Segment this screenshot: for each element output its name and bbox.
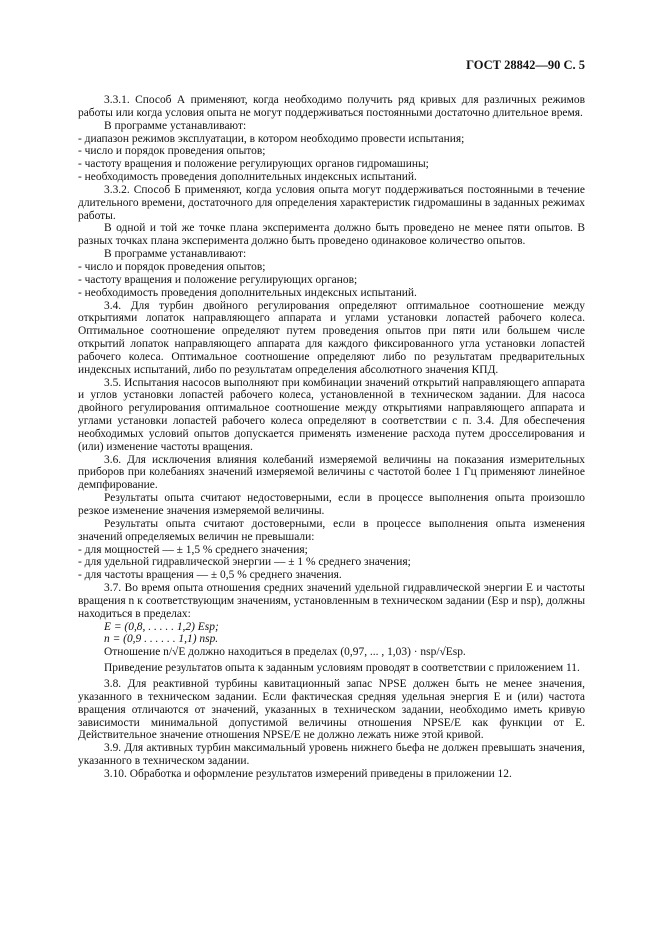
paragraph: Результаты опыта считают недостоверными, если в процессе выполнения опыта произошло резкое изменение значения измеряемой величины. (78, 492, 585, 517)
formula-n: n = (0,9 . . . . . . 1,1) nsp. (104, 633, 219, 646)
list-item: - необходимость проведения дополнительных индексных испытаний. (78, 171, 417, 184)
list-item: - частоту вращения и положение регулирующих органов; (78, 273, 358, 286)
paragraph-3-7: 3.7. Во время опыта отношения средних значений удельной гидравлической энергии E и частоты вращения n к соответствующим значениям, установленным в техническом задании (Esp и nsp), должны находиться в пределах: (78, 582, 585, 620)
list-item: - для удельной гидравлической энергии — ± 1 % среднего значения; (78, 556, 411, 569)
list-item: - для частоты вращения — ± 0,5 % среднего значения. (78, 569, 342, 582)
list-item: - для мощностей — ± 1,5 % среднего значения; (78, 543, 308, 556)
paragraph-3-8: 3.8. Для реактивной турбины кавитационный запас NPSE должен быть не менее значения, указанного в техническом задании. Если фактическая средняя удельная энергия E и (или) частота вращения отличаются от значений, указанных в техническом задании, необходимо иметь кривую зависимости минимальной допустимой величины отношения NPSE/E как функции от E. Действительное значение отношения NPSE/E не должно лежать ниже этой кривой. (78, 677, 585, 742)
list-item: - число и порядок проведения опытов; (78, 260, 266, 273)
list-item: - необходимость проведения дополнительных индексных испытаний. (78, 286, 417, 299)
paragraph-3-6: 3.6. Для исключения влияния колебаний измеряемой величины на показания измерительных приборов при колебаниях значений измеряемой величины с частотой более 1 Гц применяют линейное демпфирование. (78, 453, 585, 492)
paragraph: В программе устанавливают: (104, 119, 247, 132)
formula-e: E = (0,8, . . . . . 1,2) Esp; (104, 620, 219, 633)
paragraph-3-10: 3.10. Обработка и оформление результатов измерений приведены в приложении 12. (104, 767, 512, 780)
list-item: - число и порядок проведения опытов; (78, 145, 266, 158)
paragraph-3-3-1: 3.3.1. Способ А применяют, когда необходимо получить ряд кривых для различных режимов работы или когда условия опыта не могут поддерживаться постоянными достаточно длительное время. (78, 94, 585, 119)
paragraph: В одной и той же точке плана эксперимента должно быть проведено не менее пяти опытов. В разных точках плана эксперимента должно быть проведено одинаковое количество опытов. (78, 222, 585, 248)
paragraph-3-3-2: 3.3.2. Способ Б применяют, когда условия опыта могут поддерживаться постоянными в течение длительного времени, достаточного для определения характеристик гидромашины в заданных режимах работы. (78, 183, 585, 222)
list-item: - частоту вращения и положение регулирующих органов гидромашины; (78, 158, 429, 171)
paragraph: В программе устанавливают: (104, 248, 247, 261)
paragraph-3-4: 3.4. Для турбин двойного регулирования определяют оптимальное соотношение между открытиями лопаток направляющего аппарата и углами установки лопастей рабочего колеса. Оптимальное соотношение определяют путем проведения опытов при пяти или большем числе открытий лопаток направляющего аппарата для каждого фиксированного угла установки лопастей рабочего колеса. Оптимальное соотношение определяют либо по результатам предварительных индексных испытаний, либо по результатам определения абсолютного значения КПД. (78, 299, 585, 376)
paragraph: Приведение результатов опыта к заданным условиям проводят в соответствии с приложением 11. (104, 662, 580, 675)
paragraph-3-9: 3.9. Для активных турбин максимальный уровень нижнего бьефа не должен превышать значения, указанного в техническом задании. (78, 742, 585, 768)
paragraph: Результаты опыта считают достоверными, если в процессе выполнения опыта изменения значений определяемых величин не превышали: (78, 517, 585, 543)
paragraph-3-5: 3.5. Испытания насосов выполняют при комбинации значений открытий направляющего аппарата и углов установки лопастей рабочего колеса, установленной в техническом задании. Для насоса двойного регулирования оптимальное соотношение между открытиями направляющего аппарата и углами установки лопастей рабочего колеса определяют в соответствии с п. 3.4. Для обеспечения необходимых условий опытов допускается применять изменение расхода путем дросселирования и (или) изменение частоты вращения. (78, 376, 585, 453)
page-header: ГОСТ 28842—90 С. 5 (466, 58, 585, 72)
list-item: - диапазон режимов эксплуатации, в котором необходимо провести испытания; (78, 132, 465, 145)
document-body (78, 94, 585, 781)
formula-ratio: Отношение n/√E должно находиться в пределах (0,97, ... , 1,03) · nsp/√Esp. (104, 646, 466, 659)
